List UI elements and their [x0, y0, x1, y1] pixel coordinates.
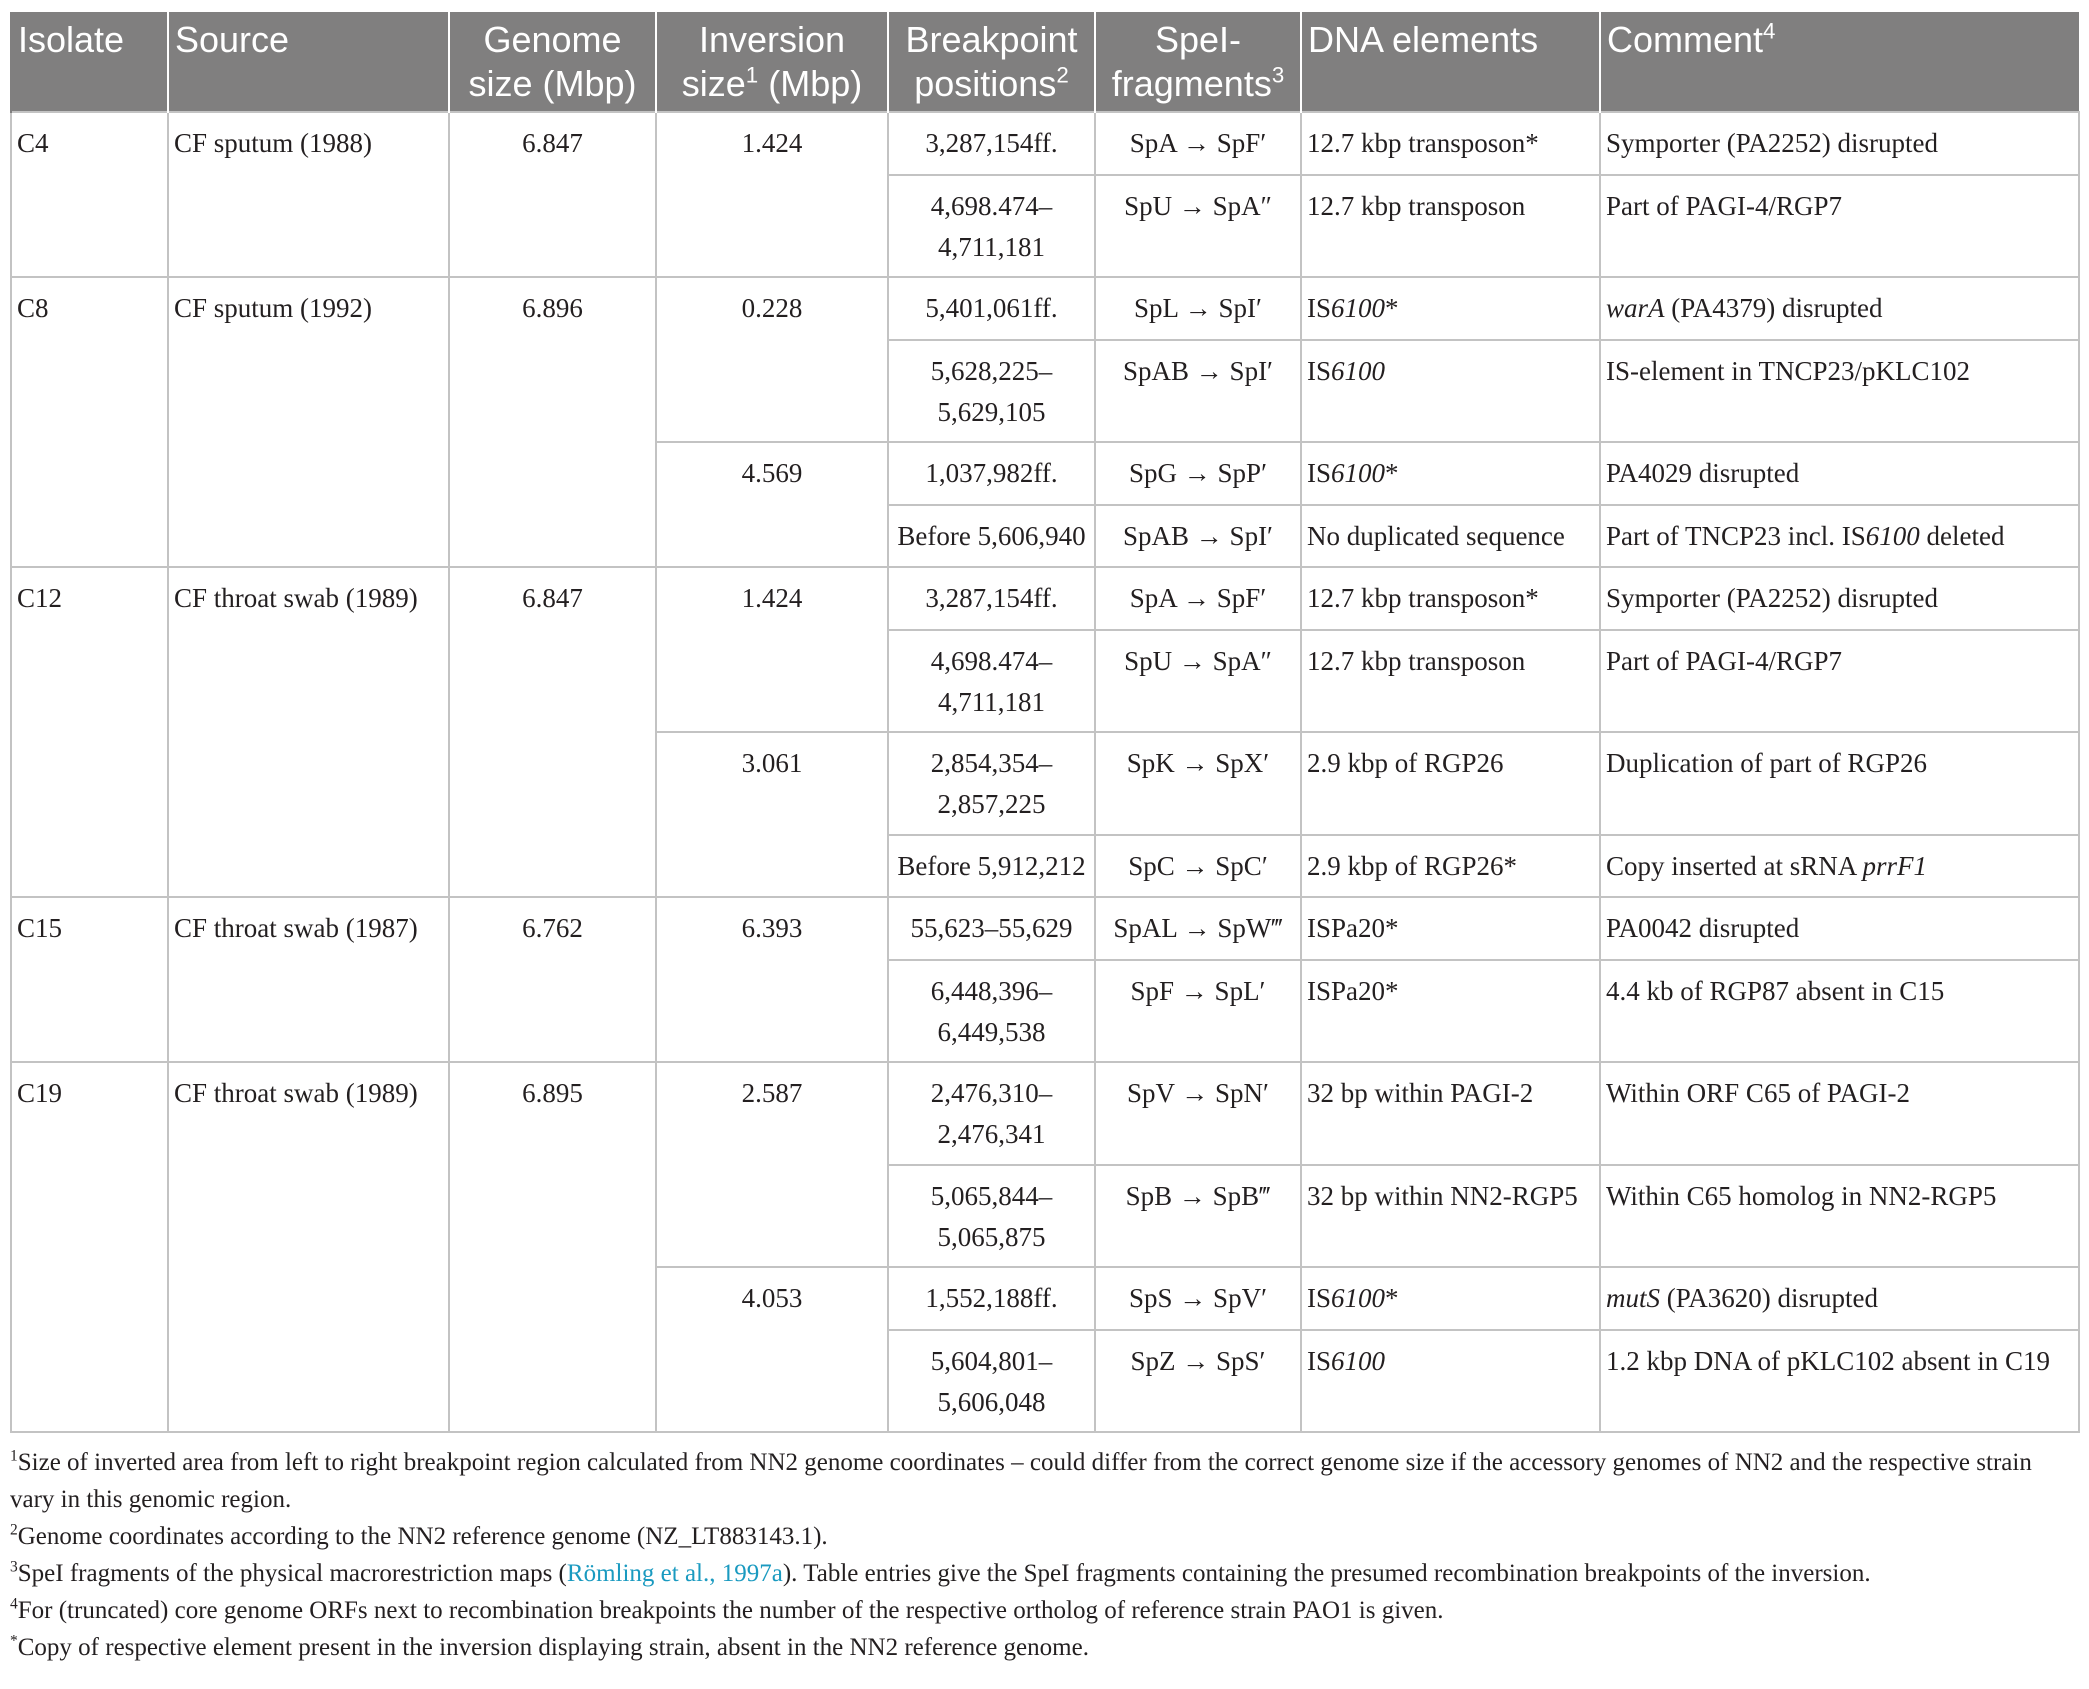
- cell-comment: Symporter (PA2252) disrupted: [1600, 112, 2079, 175]
- header-inversion-size: Inversion size$^1$ (Mbp): [656, 12, 888, 112]
- cell-breakpoint: 5,065,844–5,065,875: [888, 1165, 1095, 1267]
- header-breakpoint-positions: Breakpoint positions$^2$: [888, 12, 1095, 112]
- table-row: [11, 277, 2079, 340]
- cell-dna: 12.7 kbp transposon: [1301, 175, 1600, 277]
- cell-fragments: SpB → SpB‴: [1095, 1165, 1301, 1267]
- cell-fragments: SpAB → SpI′: [1095, 505, 1301, 567]
- cell-comment: Within ORF C65 of PAGI-2: [1600, 1062, 2079, 1165]
- cell-dna: IS6100: [1301, 1330, 1600, 1432]
- cell-comment: Within C65 homolog in NN2-RGP5: [1600, 1165, 2079, 1267]
- cell-breakpoint: 1,037,982ff.: [888, 442, 1095, 505]
- cell-comment: Duplication of part of RGP26: [1600, 732, 2079, 835]
- cell-dna: 2.9 kbp of RGP26*: [1301, 835, 1600, 897]
- cell-genome-size: 6.896: [449, 277, 656, 567]
- cell-comment: IS-element in TNCP23/pKLC102: [1600, 340, 2079, 442]
- footnote-1: $^1$Size of inverted area from left to right breakpoint region calculated from NN2 genome coordinates – could differ from the correct genome size if the accessory genomes of NN2 and the respective strain vary in this genomic region.: [10, 1447, 2032, 1513]
- cell-genome-size: 6.762: [449, 897, 656, 1062]
- header-comment: Comment$^4$: [1600, 12, 2079, 112]
- cell-dna: 2.9 kbp of RGP26: [1301, 732, 1600, 835]
- cell-breakpoint: 5,604,801–5,606,048: [888, 1330, 1095, 1432]
- cell-inversion-size: 0.228: [656, 277, 888, 442]
- cell-fragments: SpF → SpL′: [1095, 960, 1301, 1062]
- cell-breakpoint: 3,287,154ff.: [888, 567, 1095, 630]
- cell-inversion-size: 3.061: [656, 732, 888, 897]
- table-row: [11, 112, 2079, 175]
- cell-breakpoint: 4,698.474–4,711,181: [888, 630, 1095, 732]
- cell-comment: PA0042 disrupted: [1600, 897, 2079, 960]
- cell-breakpoint: 5,401,061ff.: [888, 277, 1095, 340]
- header-source: Source: [168, 12, 449, 112]
- cell-fragments: SpA → SpF′: [1095, 567, 1301, 630]
- cell-breakpoint: 5,628,225–5,629,105: [888, 340, 1095, 442]
- cell-fragments: SpAL → SpW‴: [1095, 897, 1301, 960]
- cell-dna: 12.7 kbp transposon*: [1301, 567, 1600, 630]
- cell-isolate: C19: [11, 1062, 168, 1432]
- cell-fragments: SpZ → SpS′: [1095, 1330, 1301, 1432]
- cell-comment: Part of PAGI-4/RGP7: [1600, 630, 2079, 732]
- cell-inversion-size: 1.424: [656, 112, 888, 277]
- cell-breakpoint: 2,476,310–2,476,341: [888, 1062, 1095, 1165]
- cell-fragments: SpL → SpI′: [1095, 277, 1301, 340]
- header-isolate: Isolate: [11, 12, 168, 112]
- cell-breakpoint: 2,854,354–2,857,225: [888, 732, 1095, 835]
- cell-comment: 4.4 kb of RGP87 absent in C15: [1600, 960, 2079, 1062]
- table-row: [11, 1062, 2079, 1165]
- header-dna-elements: DNA elements: [1301, 12, 1600, 112]
- cell-dna: 12.7 kbp transposon*: [1301, 112, 1600, 175]
- cell-inversion-size: 4.569: [656, 442, 888, 567]
- cell-source: CF throat swab (1989): [168, 1062, 449, 1432]
- cell-dna: IS6100*: [1301, 442, 1600, 505]
- header-genome-size: Genome size (Mbp): [449, 12, 656, 112]
- cell-comment: warA (PA4379) disrupted: [1600, 277, 2079, 340]
- cell-comment: Symporter (PA2252) disrupted: [1600, 567, 2079, 630]
- cell-source: CF sputum (1988): [168, 112, 449, 277]
- cell-breakpoint: 55,623–55,629: [888, 897, 1095, 960]
- cell-isolate: C4: [11, 112, 168, 277]
- inversion-table: [10, 12, 2080, 1433]
- header-spei-fragments: SpeI-fragments$^3$: [1095, 12, 1301, 112]
- cell-fragments: SpK → SpX′: [1095, 732, 1301, 835]
- cell-fragments: SpAB → SpI′: [1095, 340, 1301, 442]
- cell-inversion-size: 2.587: [656, 1062, 888, 1267]
- cell-comment: 1.2 kbp DNA of pKLC102 absent in C19: [1600, 1330, 2079, 1432]
- footnote-3: $^3$SpeI fragments of the physical macrorestriction maps (Römling et al., 1997a). Table entries give the SpeI fragments containing the presumed recombination breakpoints of the inversion.: [10, 1558, 1871, 1587]
- cell-fragments: SpG → SpP′: [1095, 442, 1301, 505]
- inversion-table-container: [10, 12, 2078, 1433]
- footnote-5: *Copy of respective element present in the inversion displaying strain, absent in the NN2 reference genome.: [10, 1632, 1089, 1661]
- footnote-2: $^2$Genome coordinates according to the NN2 reference genome (NZ_LT883143.1).: [10, 1521, 828, 1550]
- cell-dna: IS6100*: [1301, 277, 1600, 340]
- cell-dna: 32 bp within NN2-RGP5: [1301, 1165, 1600, 1267]
- cell-breakpoint: 1,552,188ff.: [888, 1267, 1095, 1330]
- citation-link[interactable]: Römling et al., 1997a: [566, 1560, 783, 1587]
- cell-dna: IS6100*: [1301, 1267, 1600, 1330]
- cell-isolate: C15: [11, 897, 168, 1062]
- cell-dna: 12.7 kbp transposon: [1301, 630, 1600, 732]
- cell-fragments: SpS → SpV′: [1095, 1267, 1301, 1330]
- cell-isolate: C12: [11, 567, 168, 897]
- cell-source: CF throat swab (1989): [168, 567, 449, 897]
- footnotes: [10, 1444, 2078, 1666]
- cell-genome-size: 6.895: [449, 1062, 656, 1432]
- cell-breakpoint: Before 5,606,940: [888, 505, 1095, 567]
- cell-fragments: SpA → SpF′: [1095, 112, 1301, 175]
- cell-fragments: SpU → SpA″: [1095, 630, 1301, 732]
- cell-fragments: SpV → SpN′: [1095, 1062, 1301, 1165]
- cell-isolate: C8: [11, 277, 168, 567]
- cell-source: CF sputum (1992): [168, 277, 449, 567]
- cell-dna: 32 bp within PAGI-2: [1301, 1062, 1600, 1165]
- cell-comment: Part of TNCP23 incl. IS6100 deleted: [1600, 505, 2079, 567]
- cell-fragments: SpU → SpA″: [1095, 175, 1301, 277]
- cell-inversion-size: 6.393: [656, 897, 888, 1062]
- cell-fragments: SpC → SpC′: [1095, 835, 1301, 897]
- cell-comment: mutS (PA3620) disrupted: [1600, 1267, 2079, 1330]
- cell-comment: Copy inserted at sRNA prrF1: [1600, 835, 2079, 897]
- cell-breakpoint: Before 5,912,212: [888, 835, 1095, 897]
- cell-dna: No duplicated sequence: [1301, 505, 1600, 567]
- cell-breakpoint: 4,698.474–4,711,181: [888, 175, 1095, 277]
- cell-genome-size: 6.847: [449, 567, 656, 897]
- cell-dna: ISPa20*: [1301, 960, 1600, 1062]
- footnote-4: $^4$For (truncated) core genome ORFs next to recombination breakpoints the number of the respective ortholog of reference strain PAO1 is given.: [10, 1595, 1444, 1624]
- cell-source: CF throat swab (1987): [168, 897, 449, 1062]
- header-row: [11, 12, 2079, 112]
- table-row: [11, 567, 2079, 630]
- table-row: [11, 897, 2079, 960]
- cell-breakpoint: 3,287,154ff.: [888, 112, 1095, 175]
- cell-genome-size: 6.847: [449, 112, 656, 277]
- cell-dna: ISPa20*: [1301, 897, 1600, 960]
- cell-breakpoint: 6,448,396–6,449,538: [888, 960, 1095, 1062]
- cell-comment: Part of PAGI-4/RGP7: [1600, 175, 2079, 277]
- cell-inversion-size: 1.424: [656, 567, 888, 732]
- cell-dna: IS6100: [1301, 340, 1600, 442]
- cell-comment: PA4029 disrupted: [1600, 442, 2079, 505]
- cell-inversion-size: 4.053: [656, 1267, 888, 1432]
